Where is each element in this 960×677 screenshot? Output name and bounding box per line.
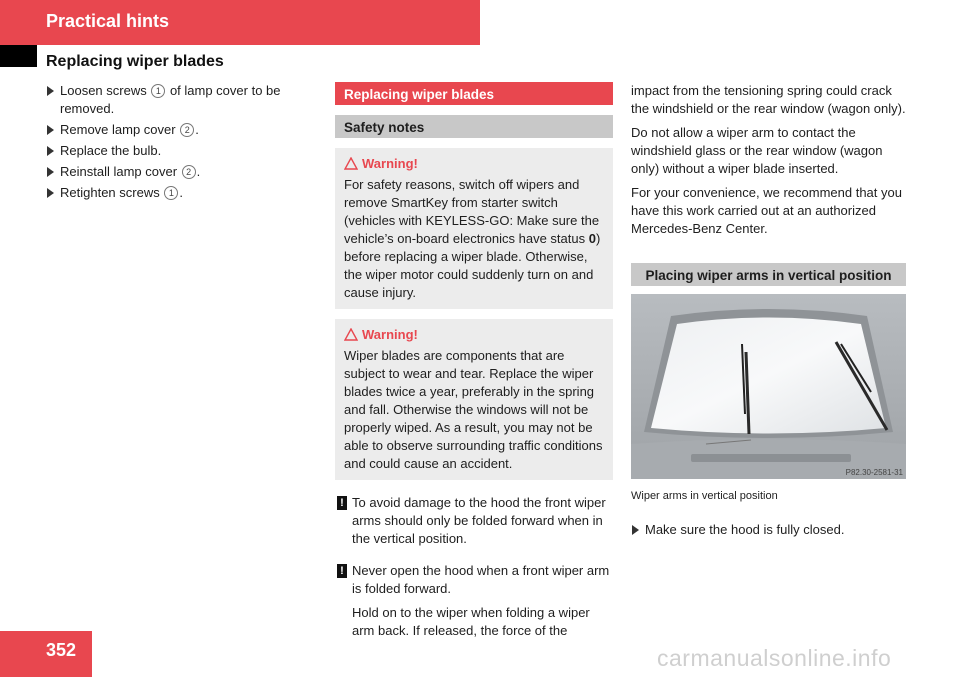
note-text: Never open the hood when a front wiper arm is folded forward. (352, 563, 610, 596)
caution-note (335, 562, 613, 640)
arrow-icon (47, 167, 54, 177)
warning-title (344, 326, 604, 344)
note-text: Hold on to the wiper when folding a wiper arm back. If released, the force of the (352, 605, 590, 638)
number-circle-icon: 2 (182, 165, 196, 179)
step-item (46, 142, 306, 160)
number-circle-icon: 2 (180, 123, 194, 137)
warning-triangle-icon (344, 157, 358, 170)
arrow-icon (632, 525, 639, 535)
warning-text-part: ) before replacing a wiper blade. Otherwise, the wiper motor could suddenly turn on and cause injury. (344, 231, 601, 300)
step-item (46, 184, 306, 202)
step-text: Loosen screws (60, 83, 151, 98)
caution-note (335, 494, 613, 548)
section-title: Practical hints (46, 11, 170, 31)
step-text: Retighten screws (60, 185, 164, 200)
arrow-icon (47, 146, 54, 156)
body-paragraph: impact from the tensioning spring could crack the windshield or the rear window (wagon only). (631, 83, 906, 116)
warning-title-text: Warning! (362, 327, 418, 342)
warning-text (344, 176, 604, 302)
body-paragraph: Do not allow a wiper arm to contact the windshield glass or the rear window (wagon only) without a wiper blade inserted. (631, 125, 883, 176)
number-circle-icon: 1 (164, 186, 178, 200)
image-code: P82.30-2581-31 (845, 468, 903, 477)
step-text: . (196, 164, 201, 179)
section-heading: Placing wiper arms in vertical position (631, 263, 906, 286)
warning-text: Wiper blades are components that are subject to wear and tear. Replace the wiper blades twice a year, preferably in the spring and fall. Otherwise the windows will not be properly wiped. As a result, you may not be able to observe surrounding traffic conditions and could cause an accident. (344, 348, 603, 471)
car-windshield-image (631, 294, 906, 479)
arrow-icon (47, 188, 54, 198)
arrow-icon (47, 125, 54, 135)
middle-column (335, 82, 613, 646)
step-text: Make sure the hood is fully closed. (645, 522, 845, 537)
step-item (631, 521, 906, 539)
arrow-icon (47, 86, 54, 96)
warning-text-part: For safety reasons, switch off wipers and remove SmartKey from starter switch (vehicles with KEYLESS-GO: Make sure the vehicle’s on-board electronics have status (344, 177, 600, 246)
step-item (46, 82, 306, 118)
section-heading: Replacing wiper blades (335, 82, 613, 105)
subsection-heading: Safety notes (335, 115, 613, 138)
step-item (46, 163, 306, 181)
step-text: of lamp cover to be removed. (60, 83, 281, 116)
status-value: 0 (588, 231, 596, 246)
step-text: . (195, 122, 199, 137)
warning-title-text: Warning! (362, 156, 418, 171)
body-paragraph: For your convenience, we recommend that you have this work carried out at an authorized Mercedes-Benz Center. (631, 185, 902, 236)
step-text: Replace the bulb. (60, 143, 162, 158)
note-text: To avoid damage to the hood the front wiper arms should only be folded forward when in the vertical position. (352, 495, 606, 546)
number-circle-icon: 1 (151, 84, 165, 98)
warning-title (344, 155, 604, 173)
warning-triangle-icon (344, 328, 358, 341)
exclamation-icon: ! (337, 496, 347, 510)
step-item (46, 121, 306, 139)
warning-box (335, 319, 613, 480)
exclamation-icon: ! (337, 564, 347, 578)
page-number: 352 (46, 640, 77, 660)
right-column (631, 82, 906, 542)
header-tab (0, 45, 37, 67)
wiper-illustration (631, 294, 906, 479)
warning-box (335, 148, 613, 309)
watermark: carmanualsonline.info (657, 645, 892, 671)
page-subtitle: Replacing wiper blades (46, 53, 224, 70)
step-text: Remove lamp cover (60, 122, 180, 137)
left-column (46, 82, 306, 205)
step-text: Reinstall lamp cover (60, 164, 181, 179)
image-caption: Wiper arms in vertical position (631, 490, 778, 502)
step-text: . (179, 185, 183, 200)
